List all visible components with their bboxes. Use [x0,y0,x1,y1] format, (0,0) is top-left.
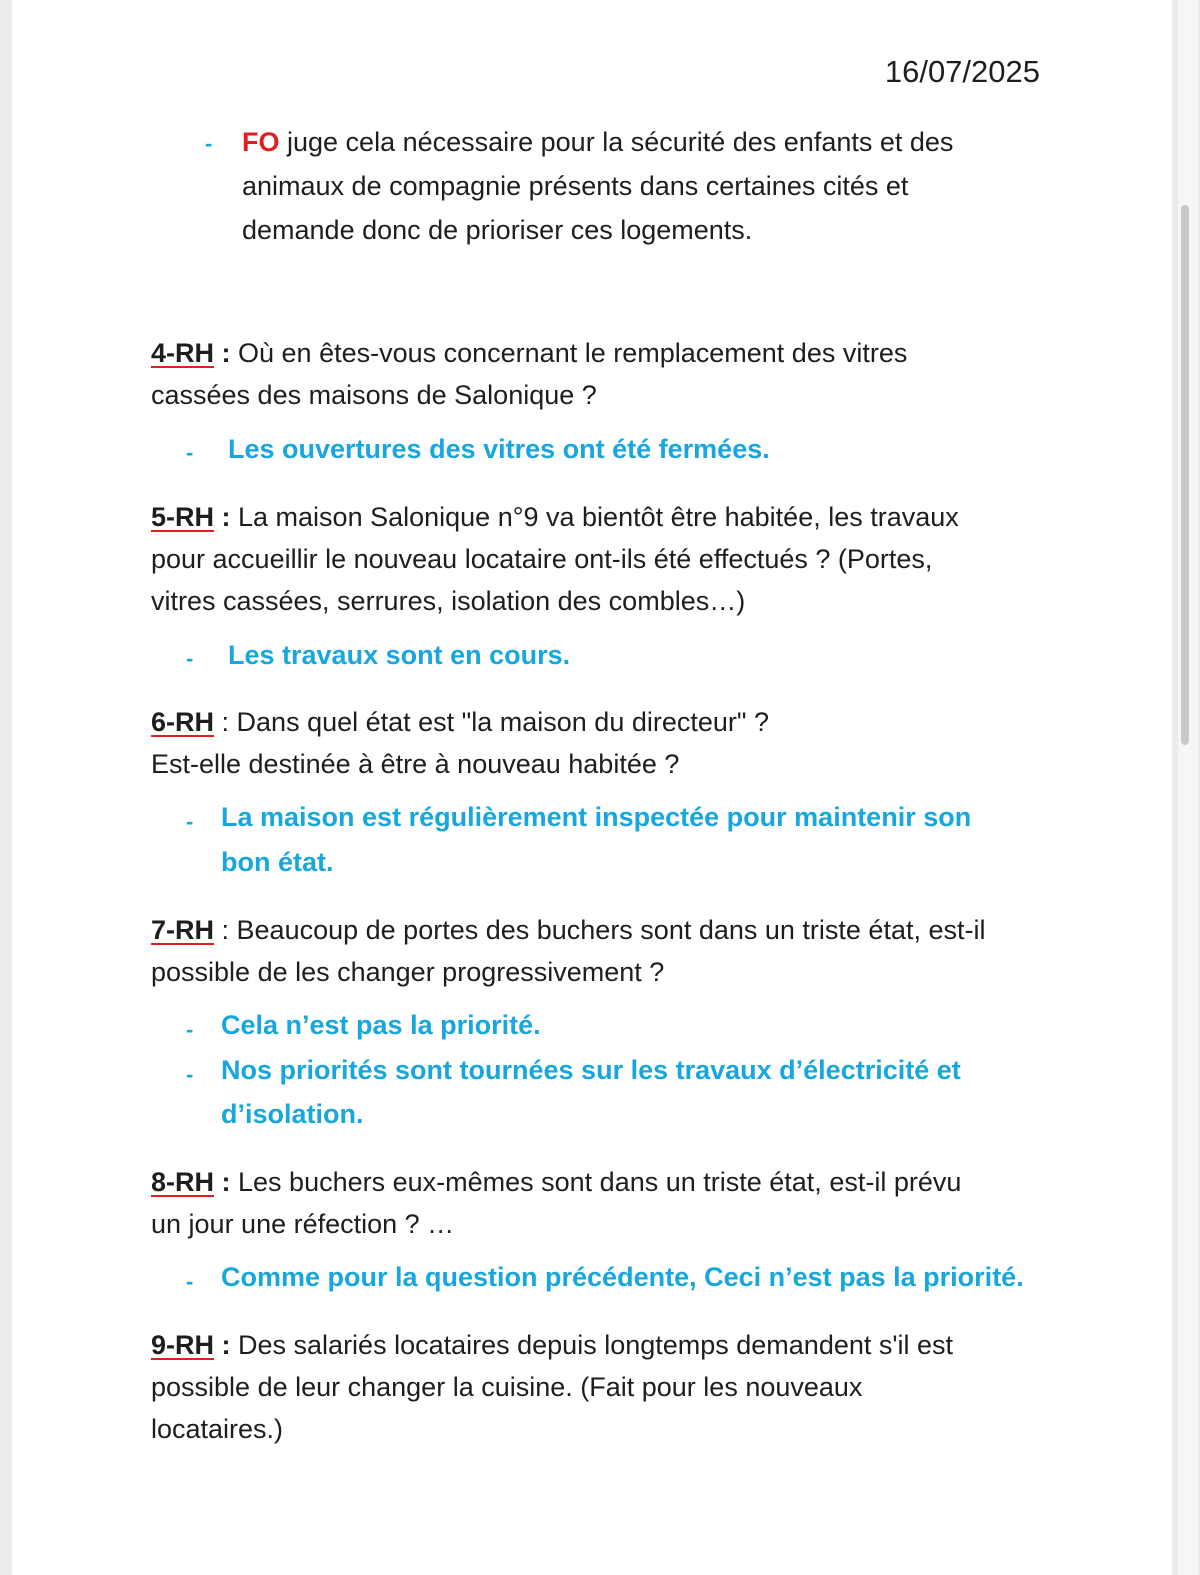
question-line-2: un jour une réfection ? … [151,1209,455,1239]
intro-line-1: juge cela nécessaire pour la sécurité des enfants et des [279,127,954,157]
bullet-dash: - [186,1017,194,1042]
scrollbar-thumb[interactable] [1181,205,1189,745]
answer-7-2-cont: d’isolation. [221,1099,364,1129]
bullet-dash: - [205,131,213,156]
question-id: 8-RH [151,1167,215,1197]
question-5 [151,496,1051,622]
question-sep: : [214,1330,231,1360]
question-line-1: Les buchers eux-mêmes sont dans un triste état, est-il prévu [230,1167,962,1197]
document-date: 16/07/2025 [884,54,1040,89]
question-4 [151,332,1051,416]
question-id: 6-RH [151,707,215,737]
question-id: 7-RH [151,915,215,945]
question-line-1: La maison Salonique n°9 va bientôt être habitée, les travaux [230,502,959,532]
question-6 [151,701,1051,785]
question-id: 4-RH [151,338,215,368]
answer-4-1: Les ouvertures des vitres ont été fermées. [228,434,770,464]
bullet-dash: - [186,646,194,671]
question-line-2: Est-elle destinée à être à nouveau habitée ? [151,749,680,779]
question-id: 9-RH [151,1330,215,1360]
question-line-2: pour accueillir le nouveau locataire ont-ils été effectués ? (Portes, [151,544,933,574]
intro-line-3: demande donc de prioriser ces logements. [242,215,753,245]
question-line-1: Où en êtes-vous concernant le remplacement des vitres [230,338,908,368]
bullet-dash: - [186,809,194,834]
question-line-2: cassées des maisons de Salonique ? [151,380,597,410]
question-sep: : [214,1167,231,1197]
question-sep: : [214,915,230,945]
question-id: 5-RH [151,502,215,532]
question-line-3: vitres cassées, serrures, isolation des combles…) [151,586,746,616]
question-line-1: Beaucoup de portes des buchers sont dans un triste état, est-il [229,915,986,945]
question-sep: : [214,707,230,737]
question-7 [151,909,1051,993]
intro-paragraph [242,121,1042,251]
question-line-1: Des salariés locataires depuis longtemps demandent s'il est [230,1330,954,1360]
answer-6-1-cont: bon état. [221,847,334,877]
question-sep: : [214,502,231,532]
question-line-2: possible de les changer progressivement ? [151,957,665,987]
fo-label: FO [242,127,280,157]
intro-line-2: animaux de compagnie présents dans certaines cités et [242,171,909,201]
question-9 [151,1324,1051,1450]
answer-8-1: Comme pour la question précédente, Ceci n’est pas la priorité. [221,1262,1024,1292]
answer-7-1: Cela n’est pas la priorité. [221,1010,541,1040]
bullet-dash: - [186,1062,194,1087]
bullet-dash: - [186,1269,194,1294]
answer-5-1: Les travaux sont en cours. [228,640,571,670]
question-8 [151,1161,1051,1245]
question-line-1: Dans quel état est "la maison du directeur" ? [229,707,769,737]
question-sep: : [214,338,231,368]
answer-7-2: Nos priorités sont tournées sur les travaux d’électricité et [221,1055,961,1085]
question-line-3: locataires.) [151,1414,284,1444]
bullet-dash: - [186,440,194,465]
question-line-2: possible de leur changer la cuisine. (Fait pour les nouveaux [151,1372,863,1402]
answer-6-1: La maison est régulièrement inspectée pour maintenir son [221,802,972,832]
